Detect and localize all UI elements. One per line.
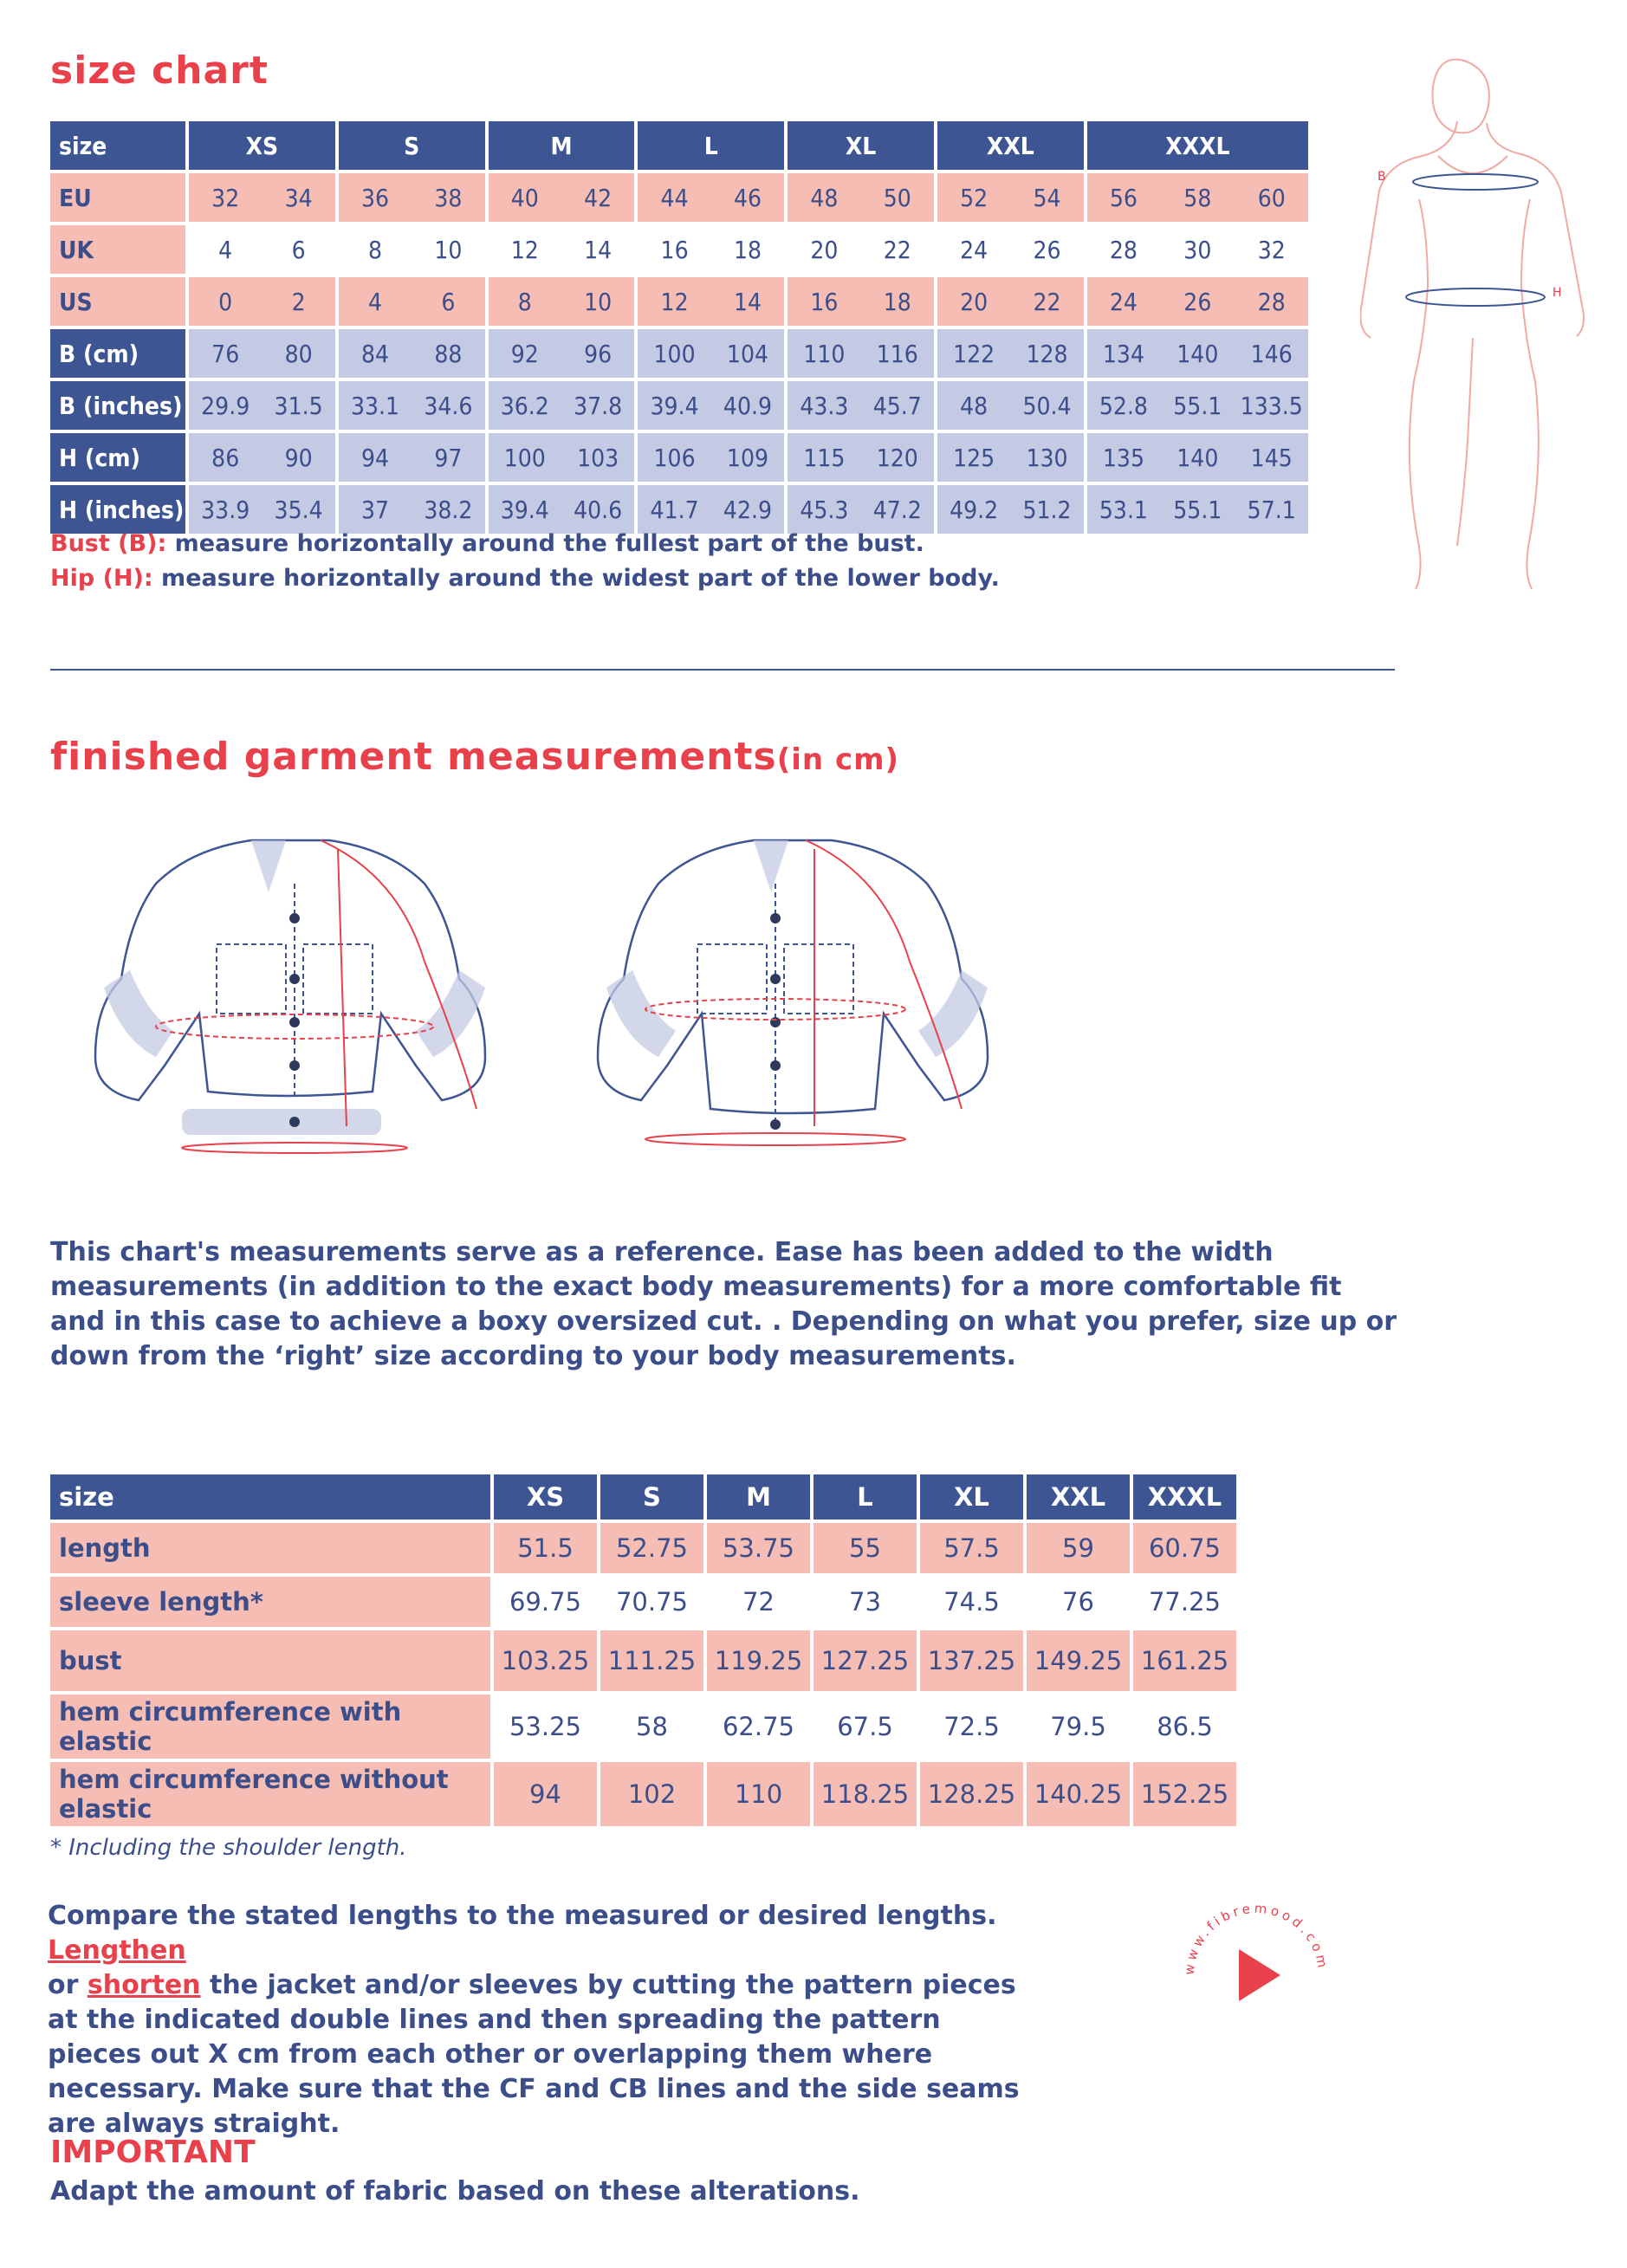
alter-text-3: the jacket and/or sleeves by cutting the pattern pieces at the indicated double lines and then spreading the pattern pieces out X cm from each other or overlapping them where necessary. Make sure that the CF and CB lines and the side seams are always straight. <box>48 1970 1020 2139</box>
garment-cell: 70.75 <box>599 1575 705 1629</box>
size-chart-cell: 50.4 <box>1010 379 1085 431</box>
size-chart-cell: 125 <box>936 431 1010 483</box>
garment-size-header: M <box>705 1474 812 1521</box>
size-chart-cell: 88 <box>412 327 486 379</box>
size-chart-row <box>50 327 1310 379</box>
garment-cell: 76 <box>1025 1575 1131 1629</box>
size-chart-cell: 100 <box>487 431 561 483</box>
size-chart-cell: 104 <box>711 327 786 379</box>
size-chart-cell: 31.5 <box>262 379 336 431</box>
size-chart-cell: 116 <box>861 327 936 379</box>
size-chart-cell: 6 <box>412 275 486 327</box>
size-chart-cell: 37.8 <box>561 379 636 431</box>
size-chart-cell: 20 <box>786 224 860 275</box>
garment-cell: 73 <box>812 1575 918 1629</box>
hip-note-term: Hip (H): <box>50 565 153 592</box>
size-chart-cell: 52.8 <box>1086 379 1160 431</box>
garment-size-header: XXL <box>1025 1474 1131 1521</box>
garment-measurements-table <box>50 1474 1240 1830</box>
size-chart-row <box>50 379 1310 431</box>
size-group-header: XXL <box>936 121 1086 172</box>
fibremood-logo[interactable] <box>1170 1889 1343 2062</box>
size-chart-cell: 53.1 <box>1086 483 1160 535</box>
size-chart-cell: 22 <box>861 224 936 275</box>
size-group-header: S <box>337 121 487 172</box>
size-chart-cell: 10 <box>561 275 636 327</box>
size-chart-cell: 56 <box>1086 172 1160 224</box>
size-chart-cell: 145 <box>1235 431 1310 483</box>
size-group-header: XXXL <box>1086 121 1310 172</box>
garment-cell: 67.5 <box>812 1693 918 1760</box>
size-chart-cell: 45.3 <box>786 483 860 535</box>
bust-figure-label: B <box>1377 170 1386 184</box>
size-chart-row <box>50 275 1310 327</box>
size-group-header: L <box>636 121 786 172</box>
garment-cell: 74.5 <box>918 1575 1025 1629</box>
size-chart-cell: 35.4 <box>262 483 336 535</box>
garment-cell: 79.5 <box>1025 1693 1131 1760</box>
garment-cell: 72 <box>705 1575 812 1629</box>
section-divider <box>50 669 1395 671</box>
size-chart-cell: 84 <box>337 327 412 379</box>
garment-cell: 86.5 <box>1131 1693 1238 1760</box>
garment-cell: 94 <box>492 1760 599 1828</box>
size-chart-cell: 2 <box>262 275 336 327</box>
body-figure-illustration <box>1360 26 1585 615</box>
logo-ring-text: www.fibremood.com <box>1181 1900 1332 1976</box>
garment-row <box>50 1521 1238 1575</box>
size-chart-table <box>50 121 1312 537</box>
garment-cell: 59 <box>1025 1521 1131 1575</box>
garment-cell: 119.25 <box>705 1629 812 1693</box>
garment-cell: 51.5 <box>492 1521 599 1575</box>
size-chart-cell: 44 <box>636 172 710 224</box>
size-chart-cell: 28 <box>1086 224 1160 275</box>
size-chart-cell: 40.9 <box>711 379 786 431</box>
garment-row <box>50 1575 1238 1629</box>
bust-note-text: measure horizontally around the fullest part of the bust. <box>166 530 924 557</box>
garment-cell: 110 <box>705 1760 812 1828</box>
size-chart-cell: 54 <box>1010 172 1085 224</box>
size-chart-cell: 30 <box>1160 224 1235 275</box>
size-chart-cell: 38.2 <box>412 483 486 535</box>
size-chart-cell: 26 <box>1160 275 1235 327</box>
size-chart-cell: 86 <box>187 431 262 483</box>
garment-cell: 57.5 <box>918 1521 1025 1575</box>
important-text: Adapt the amount of fabric based on these alterations. <box>50 2176 860 2206</box>
garment-row-label: length <box>50 1521 492 1575</box>
size-chart-row-label: B (cm) <box>50 327 187 379</box>
garment-cell: 152.25 <box>1131 1760 1238 1828</box>
size-chart-cell: 46 <box>711 172 786 224</box>
size-chart-cell: 34.6 <box>412 379 486 431</box>
size-chart-cell: 103 <box>561 431 636 483</box>
size-chart-cell: 0 <box>187 275 262 327</box>
garment-row <box>50 1760 1238 1828</box>
size-chart-cell: 36.2 <box>487 379 561 431</box>
size-chart-cell: 6 <box>262 224 336 275</box>
garment-size-header: S <box>599 1474 705 1521</box>
size-chart-cell: 115 <box>786 431 860 483</box>
play-icon <box>1239 1949 1280 2001</box>
size-chart-cell: 76 <box>187 327 262 379</box>
size-chart-cell: 33.1 <box>337 379 412 431</box>
size-chart-cell: 140 <box>1160 431 1235 483</box>
garment-cell: 52.75 <box>599 1521 705 1575</box>
garment-cell: 118.25 <box>812 1760 918 1828</box>
size-chart-cell: 22 <box>1010 275 1085 327</box>
hip-note-text: measure horizontally around the widest part of the lower body. <box>152 565 1000 592</box>
size-chart-cell: 106 <box>636 431 710 483</box>
lengthen-link[interactable]: Lengthen <box>48 1935 186 1966</box>
alteration-instructions <box>48 1899 1035 2142</box>
size-chart-row-label: EU <box>50 172 187 224</box>
size-chart-cell: 40.6 <box>561 483 636 535</box>
garment-row <box>50 1629 1238 1693</box>
garment-size-header: L <box>812 1474 918 1521</box>
size-chart-row <box>50 431 1310 483</box>
garment-title-suffix: (in cm) <box>776 742 900 777</box>
garment-row-label: hem circumference with elastic <box>50 1693 492 1760</box>
size-chart-cell: 24 <box>936 224 1010 275</box>
size-chart-cell: 37 <box>337 483 412 535</box>
size-chart-row <box>50 172 1310 224</box>
garment-cell: 137.25 <box>918 1629 1025 1693</box>
size-chart-cell: 18 <box>861 275 936 327</box>
size-chart-cell: 57.1 <box>1235 483 1310 535</box>
size-chart-cell: 42.9 <box>711 483 786 535</box>
size-chart-cell: 43.3 <box>786 379 860 431</box>
size-chart-cell: 28 <box>1235 275 1310 327</box>
size-chart-cell: 29.9 <box>187 379 262 431</box>
garment-cell: 55 <box>812 1521 918 1575</box>
size-group-header: XS <box>187 121 337 172</box>
size-chart-cell: 55.1 <box>1160 379 1235 431</box>
size-chart-cell: 8 <box>487 275 561 327</box>
size-chart-cell: 48 <box>786 172 860 224</box>
size-chart-cell: 80 <box>262 327 336 379</box>
garment-row <box>50 1693 1238 1760</box>
size-chart-cell: 40 <box>487 172 561 224</box>
size-chart-cell: 140 <box>1160 327 1235 379</box>
size-chart-cell: 12 <box>487 224 561 275</box>
size-chart-cell: 33.9 <box>187 483 262 535</box>
size-chart-header-label: size <box>50 121 187 172</box>
size-chart-title: size chart <box>50 49 269 93</box>
hip-note <box>50 565 1000 592</box>
size-chart-cell: 4 <box>187 224 262 275</box>
size-chart-cell: 109 <box>711 431 786 483</box>
size-chart-cell: 20 <box>936 275 1010 327</box>
size-chart-cell: 97 <box>412 431 486 483</box>
size-chart-cell: 92 <box>487 327 561 379</box>
size-chart-cell: 41.7 <box>636 483 710 535</box>
garment-cell: 161.25 <box>1131 1629 1238 1693</box>
shorten-link[interactable]: shorten <box>87 1970 201 2000</box>
size-chart-cell: 8 <box>337 224 412 275</box>
garment-size-header: XS <box>492 1474 599 1521</box>
garment-cell: 111.25 <box>599 1629 705 1693</box>
garment-cell: 103.25 <box>492 1629 599 1693</box>
size-chart-cell: 135 <box>1086 431 1160 483</box>
garment-cell: 60.75 <box>1131 1521 1238 1575</box>
size-chart-cell: 48 <box>936 379 1010 431</box>
size-chart-row-label: H (inches) <box>50 483 187 535</box>
size-chart-cell: 42 <box>561 172 636 224</box>
size-chart-cell: 94 <box>337 431 412 483</box>
size-chart-cell: 38 <box>412 172 486 224</box>
garment-cell: 58 <box>599 1693 705 1760</box>
size-chart-cell: 120 <box>861 431 936 483</box>
size-chart-cell: 55.1 <box>1160 483 1235 535</box>
garment-title-main: finished garment measurements <box>50 735 777 779</box>
garment-cell: 77.25 <box>1131 1575 1238 1629</box>
garment-cell: 62.75 <box>705 1693 812 1760</box>
size-group-header: XL <box>786 121 936 172</box>
size-chart-cell: 39.4 <box>487 483 561 535</box>
size-chart-cell: 10 <box>412 224 486 275</box>
jacket-front-illustration <box>554 814 1040 1161</box>
size-chart-cell: 12 <box>636 275 710 327</box>
size-chart-row <box>50 224 1310 275</box>
size-chart-cell: 4 <box>337 275 412 327</box>
size-chart-cell: 32 <box>1235 224 1310 275</box>
garment-cell: 149.25 <box>1025 1629 1131 1693</box>
garment-header-label: size <box>50 1474 492 1521</box>
size-chart-row <box>50 483 1310 535</box>
size-chart-cell: 51.2 <box>1010 483 1085 535</box>
size-chart-cell: 16 <box>786 275 860 327</box>
size-chart-cell: 90 <box>262 431 336 483</box>
size-chart-cell: 32 <box>187 172 262 224</box>
size-chart-cell: 133.5 <box>1235 379 1310 431</box>
garment-cell: 69.75 <box>492 1575 599 1629</box>
bust-note-term: Bust (B): <box>50 530 167 557</box>
garment-cell: 53.25 <box>492 1693 599 1760</box>
size-chart-cell: 36 <box>337 172 412 224</box>
size-chart-cell: 18 <box>711 224 786 275</box>
alter-text-2: or <box>48 1970 88 2000</box>
size-chart-row-label: H (cm) <box>50 431 187 483</box>
size-chart-cell: 128 <box>1010 327 1085 379</box>
size-chart-cell: 14 <box>561 224 636 275</box>
garment-row-label: bust <box>50 1629 492 1693</box>
size-chart-cell: 45.7 <box>861 379 936 431</box>
garment-row-label: sleeve length* <box>50 1575 492 1629</box>
size-chart-cell: 50 <box>861 172 936 224</box>
size-chart-cell: 47.2 <box>861 483 936 535</box>
size-chart-cell: 146 <box>1235 327 1310 379</box>
size-chart-cell: 134 <box>1086 327 1160 379</box>
garment-footnote: * Including the shoulder length. <box>50 1835 407 1861</box>
size-chart-cell: 26 <box>1010 224 1085 275</box>
size-chart-cell: 39.4 <box>636 379 710 431</box>
bust-note <box>50 530 924 557</box>
size-chart-cell: 122 <box>936 327 1010 379</box>
size-chart-cell: 34 <box>262 172 336 224</box>
size-chart-cell: 52 <box>936 172 1010 224</box>
alter-text-1: Compare the stated lengths to the measured or desired lengths. <box>48 1901 997 1931</box>
garment-header-row <box>50 1474 1238 1521</box>
size-chart-cell: 14 <box>711 275 786 327</box>
size-chart-cell: 16 <box>636 224 710 275</box>
size-chart-cell: 110 <box>786 327 860 379</box>
size-chart-header-row <box>50 121 1310 172</box>
hip-figure-label: H <box>1552 286 1562 300</box>
garment-cell: 72.5 <box>918 1693 1025 1760</box>
garment-cell: 102 <box>599 1760 705 1828</box>
garment-cell: 140.25 <box>1025 1760 1131 1828</box>
size-chart-row-label: B (inches) <box>50 379 187 431</box>
important-title: IMPORTANT <box>50 2135 256 2170</box>
garment-size-header: XL <box>918 1474 1025 1521</box>
garment-cell: 128.25 <box>918 1760 1025 1828</box>
size-chart-row-label: US <box>50 275 187 327</box>
garment-title <box>50 735 899 779</box>
size-group-header: M <box>487 121 637 172</box>
size-chart-cell: 49.2 <box>936 483 1010 535</box>
garment-cell: 53.75 <box>705 1521 812 1575</box>
garment-size-header: XXXL <box>1131 1474 1238 1521</box>
size-chart-cell: 130 <box>1010 431 1085 483</box>
garment-row-label: hem circumference without elastic <box>50 1760 492 1828</box>
garment-intro: This chart's measurements serve as a reference. Ease has been added to the width measurements (in addition to the exact body measurements) for a more comfortable fit and in this case to achieve a boxy oversized cut. . Depending on what you prefer, size up or down from the ‘right’ size according to your body measurements. <box>50 1237 1397 1371</box>
jacket-back-illustration <box>52 814 537 1161</box>
size-chart-cell: 60 <box>1235 172 1310 224</box>
size-chart-cell: 96 <box>561 327 636 379</box>
size-chart-cell: 100 <box>636 327 710 379</box>
size-chart-row-label: UK <box>50 224 187 275</box>
size-chart-cell: 24 <box>1086 275 1160 327</box>
size-chart-cell: 58 <box>1160 172 1235 224</box>
garment-cell: 127.25 <box>812 1629 918 1693</box>
